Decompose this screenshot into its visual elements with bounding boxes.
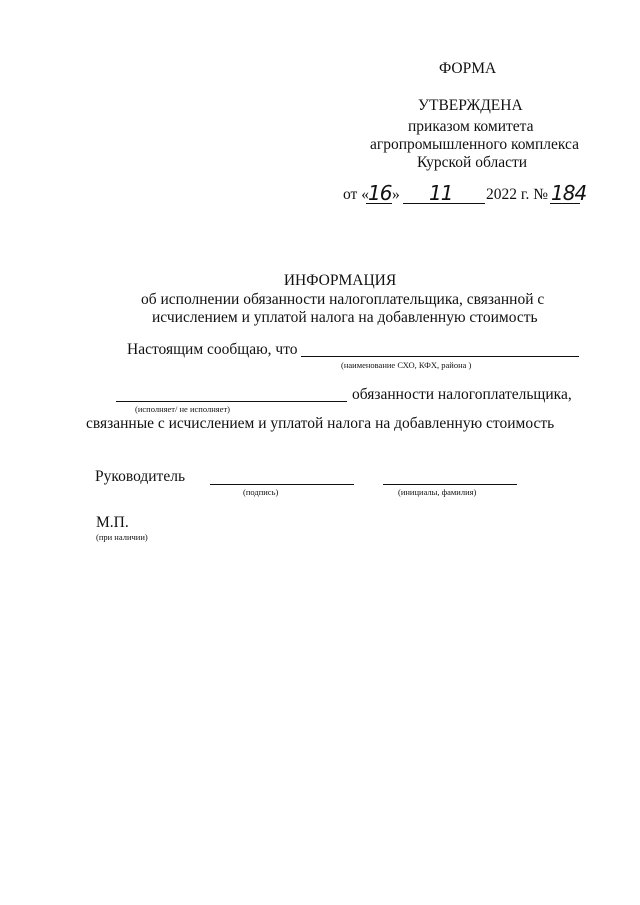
- year-and-number-label: 2022 г. №: [486, 186, 549, 203]
- document-title: ИНФОРМАЦИЯ: [283, 272, 397, 289]
- organization-hint: (наименование СХО, КФХ, района ): [341, 360, 472, 370]
- document-subtitle-2: исчислением и уплатой налога на добавленную стоимость: [152, 309, 538, 326]
- intro-text: Настоящим сообщаю, что: [127, 341, 298, 358]
- form-label: ФОРМА: [439, 60, 497, 77]
- document-subtitle-1: об исполнении обязанности налогоплательщика, связанной с: [141, 291, 545, 308]
- fulfillment-hint: (исполняет/ не исполняет): [135, 404, 230, 414]
- fulfillment-field[interactable]: [116, 401, 347, 402]
- approval-line-1: приказом комитета: [408, 118, 534, 135]
- stamp-hint: (при наличии): [96, 532, 148, 542]
- approval-line-3: Курской области: [417, 154, 528, 171]
- number-handwritten: 184: [551, 181, 587, 205]
- head-label: Руководитель: [95, 468, 186, 485]
- body-line-3: связанные с исчислением и уплатой налога на добавленную стоимость: [86, 415, 555, 432]
- approved-label: УТВЕРЖДЕНА: [418, 97, 523, 114]
- date-prefix: от «: [343, 186, 369, 203]
- name-field[interactable]: [383, 484, 517, 485]
- name-hint: (инициалы, фамилия): [398, 487, 477, 497]
- day-handwritten: 16: [368, 181, 392, 205]
- approval-line-2: агропромышленного комплекса: [370, 136, 579, 153]
- signature-hint: (подпись): [243, 487, 279, 497]
- month-handwritten: 11: [429, 181, 453, 205]
- obligation-tail: обязанности налогоплательщика,: [352, 386, 572, 403]
- stamp-label: М.П.: [96, 514, 129, 531]
- organization-field[interactable]: [301, 356, 579, 357]
- signature-field[interactable]: [210, 484, 354, 485]
- day-close: »: [392, 186, 400, 203]
